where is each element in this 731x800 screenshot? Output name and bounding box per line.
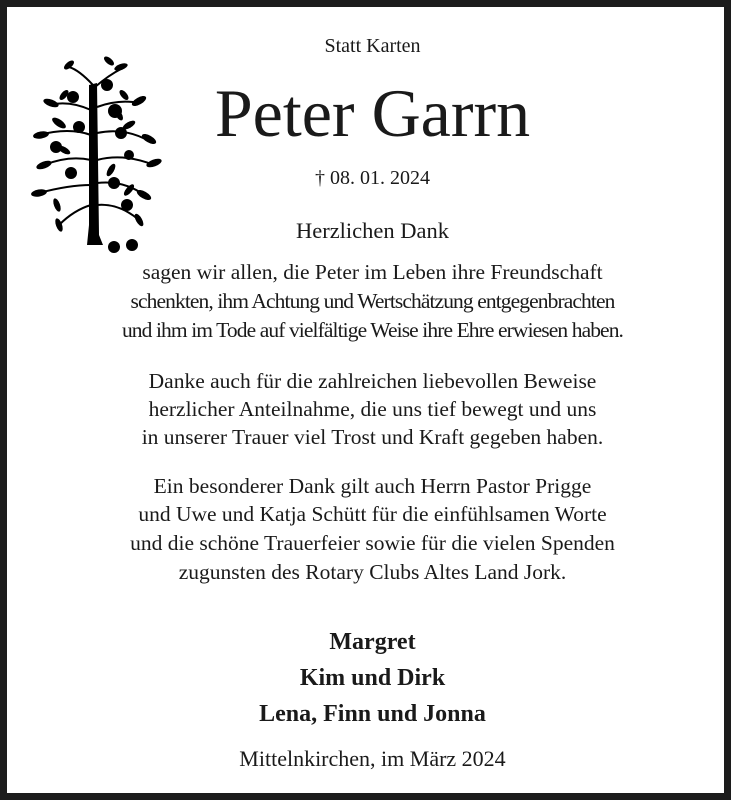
paragraph3-line: und die schöne Trauerfeier sowie für die vielen Spenden: [130, 531, 615, 555]
paragraph2-line: in unserer Trauer viel Trost und Kraft gegeben haben.: [141, 425, 604, 449]
signatory: Kim und Dirk: [299, 665, 446, 691]
paragraph1-line: sagen wir allen, die Peter im Leben ihre Freundschaft: [142, 260, 603, 284]
signatory: Lena, Finn und Jonna: [259, 701, 486, 727]
deceased-name: Peter Garrn: [214, 75, 531, 151]
thanks-heading: Herzlichen Dank: [295, 218, 450, 243]
paragraph3-line: Ein besonderer Dank gilt auch Herrn Pastor Prigge: [153, 474, 592, 498]
place-date: Mittelnkirchen, im März 2024: [239, 746, 506, 771]
death-date: † 08. 01. 2024: [315, 167, 430, 189]
paragraph1-line: schenkten, ihm Achtung und Wertschätzung entgegenbrachten: [130, 289, 615, 313]
paragraph2-line: Danke auch für die zahlreichen liebevollen Beweise: [148, 369, 597, 393]
paragraph3-line: und Uwe und Katja Schütt für die einfühlsamen Worte: [138, 502, 607, 526]
paragraph3-line: zugunsten des Rotary Clubs Altes Land Jork.: [178, 560, 567, 584]
paragraph2-line: herzlicher Anteilnahme, die uns tief bewegt und uns: [148, 397, 597, 421]
header-text: Statt Karten: [324, 35, 421, 57]
signatory: Margret: [329, 629, 416, 655]
paragraph1-line: und ihm im Tode auf vielfältige Weise ihre Ehre erwiesen haben.: [121, 318, 624, 342]
